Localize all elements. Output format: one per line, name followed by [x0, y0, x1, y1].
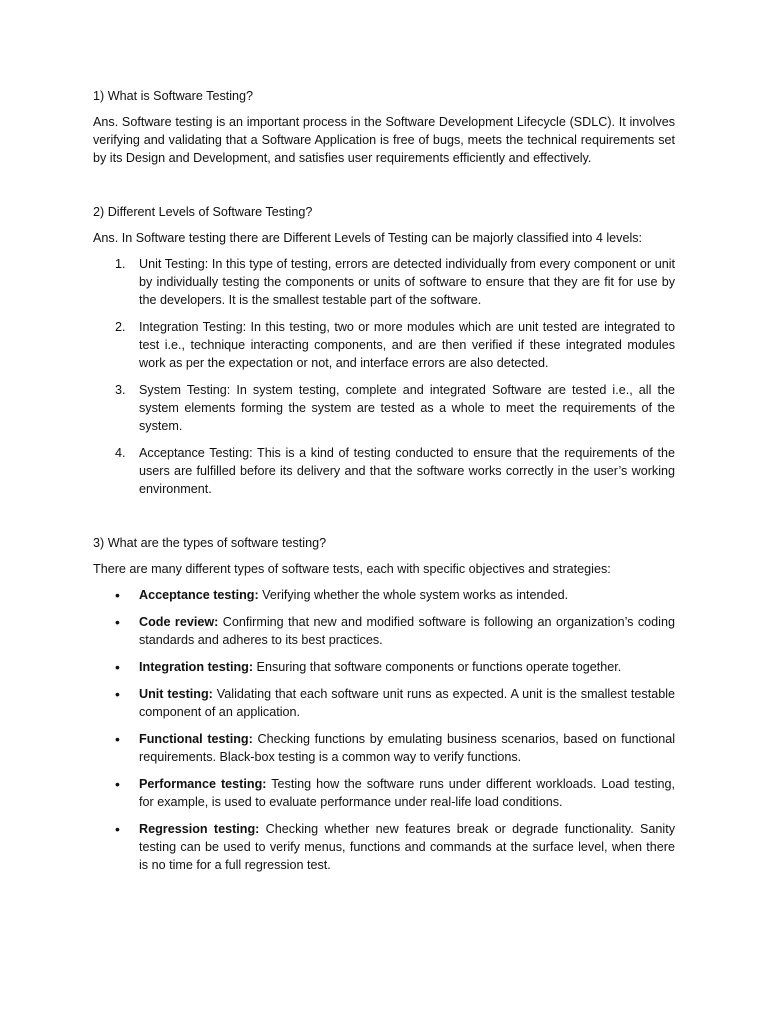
list-item-text: Checking functions by emulating business scenarios, based on functional requirements. Black-box testing is a common way to verify functions. [139, 732, 675, 764]
list-item [93, 658, 675, 676]
list-item-text: Confirming that new and modified software is following an organization’s coding standards and adheres to its best practices. [139, 615, 675, 647]
list-item-term: Unit testing: [139, 687, 213, 701]
list-number: 2. [115, 320, 126, 334]
list-item-text: Ensuring that software components or functions operate together. [253, 660, 622, 674]
answer-paragraph: Ans. Software testing is an important process in the Software Development Lifecycle (SDLC). It involves verifying and validating that a Software Application is free of bugs, meets the technical requirements set by its Design and Development, and satisfies user requirements efficiently and effectively. [93, 115, 675, 165]
list-item-text: Verifying whether the whole system works as intended. [258, 588, 569, 602]
list-item [93, 820, 675, 874]
list-item-text: Integration Testing: In this testing, two or more modules which are unit tested are integrated to test i.e., technique interacting components, and are then verified if these integrated modules work as per the expectation or not, and interface errors are also detected. [139, 320, 675, 370]
section-levels-of-testing [93, 203, 675, 498]
list-item [93, 613, 675, 649]
question-heading: 2) Different Levels of Software Testing? [93, 205, 313, 219]
list-item-text: Acceptance Testing: This is a kind of testing conducted to ensure that the requirements of the users are fulfilled before its delivery and that the software works correctly in the user’s working environment. [139, 446, 675, 496]
list-item-term: Integration testing: [139, 660, 254, 674]
list-item-text: Checking whether new features break or degrade functionality. Sanity testing can be used to verify menus, functions and commands at the surface level, when there is no time for a full regression test. [139, 822, 675, 872]
document-page [93, 87, 675, 910]
list-number: 1. [115, 257, 126, 271]
types-list [93, 586, 675, 874]
levels-list [93, 255, 675, 498]
bullet-icon: • [115, 821, 120, 837]
list-item-text: System Testing: In system testing, complete and integrated Software are tested i.e., all the system elements forming the system are tested as a whole to meet the requirements of the system. [139, 383, 675, 433]
list-item [93, 318, 675, 372]
list-item-text: Unit Testing: In this type of testing, errors are detected individually from every component or unit by individually testing the components or units of software to ensure that they are fit for use by the developers. It is the smallest testable part of the software. [139, 257, 675, 307]
list-item-term: Performance testing: [139, 777, 267, 791]
list-item [93, 685, 675, 721]
list-item [93, 444, 675, 498]
intro-paragraph: There are many different types of software tests, each with specific objectives and strategies: [93, 562, 611, 576]
list-item-term: Code review: [139, 615, 219, 629]
bullet-icon: • [115, 686, 120, 702]
bullet-icon: • [115, 776, 120, 792]
list-item [93, 730, 675, 766]
list-item-term: Functional testing: [139, 732, 253, 746]
list-item-term: Acceptance testing: [139, 588, 259, 602]
question-heading: 1) What is Software Testing? [93, 89, 254, 103]
section-types-of-testing [93, 534, 675, 874]
list-item [93, 381, 675, 435]
list-item-text: Validating that each software unit runs as expected. A unit is the smallest testable component of an application. [139, 687, 675, 719]
list-item-text: Testing how the software runs under different workloads. Load testing, for example, is used to evaluate performance under real-life load conditions. [139, 777, 676, 809]
bullet-icon: • [115, 587, 120, 603]
section-what-is-testing [93, 87, 675, 167]
list-item [93, 586, 675, 604]
question-heading: 3) What are the types of software testing? [93, 536, 327, 550]
list-number: 3. [115, 383, 126, 397]
bullet-icon: • [115, 731, 120, 747]
bullet-icon: • [115, 659, 120, 675]
list-number: 4. [115, 446, 126, 460]
list-item [93, 255, 675, 309]
bullet-icon: • [115, 614, 120, 630]
list-item-term: Regression testing: [139, 822, 260, 836]
list-item [93, 775, 675, 811]
intro-paragraph: Ans. In Software testing there are Different Levels of Testing can be majorly classified into 4 levels: [93, 231, 643, 245]
